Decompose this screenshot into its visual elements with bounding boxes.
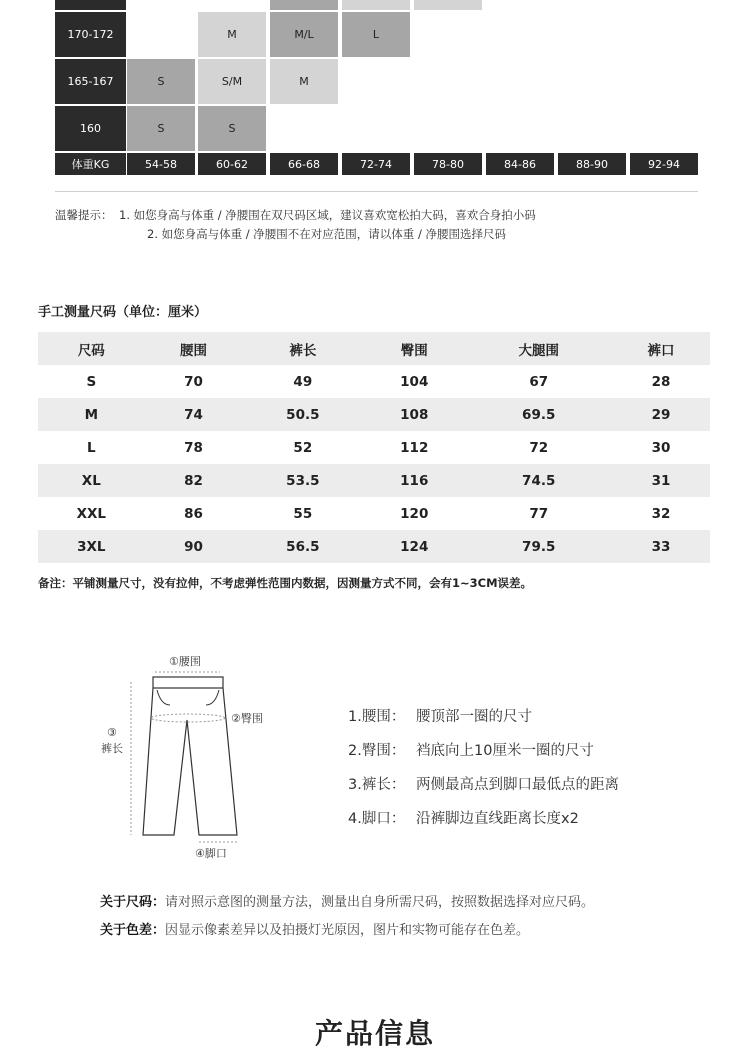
table-cell: 56.5 — [286, 538, 320, 555]
table-row — [38, 464, 710, 497]
table-cell: 90 — [184, 538, 203, 555]
size-cell: S — [127, 106, 195, 151]
table-row — [38, 530, 710, 563]
note: 备注：平铺测量尺寸，没有拉伸，不考虑弹性范围内数据，因测量方式不同，会有1~3CM误差。 — [38, 576, 533, 590]
list-key: 4.脚口： — [348, 811, 406, 827]
weight-range: 66-68 — [270, 153, 338, 175]
grid-cell-partial — [414, 0, 482, 10]
table-cell: 29 — [651, 406, 671, 423]
list-desc: 裆底向上10厘米一圈的尺寸 — [416, 743, 594, 759]
table-cell: XXL — [76, 505, 107, 522]
measure-list — [348, 705, 619, 841]
table-row — [38, 497, 710, 530]
table-cell: 108 — [400, 406, 429, 423]
size-cell: S/M — [198, 59, 266, 104]
weight-range: 88-90 — [558, 153, 626, 175]
about-color-label: 关于色差： — [100, 923, 166, 938]
table-row — [38, 398, 710, 431]
header-cell: 大腿围 — [465, 332, 612, 365]
table-cell: 67 — [529, 373, 549, 390]
table-cell: 32 — [651, 505, 671, 522]
grid-cell-partial — [55, 0, 126, 10]
table-cell: 79.5 — [522, 538, 556, 555]
list-item — [348, 807, 619, 841]
header-cell: 腰围 — [145, 332, 243, 365]
size-cell: M/L — [270, 12, 338, 57]
table-header-row — [38, 332, 710, 365]
about-size-text: 请对照示意图的测量方法，测量出自身所需尺码，按照数据选择对应尺码。 — [165, 895, 595, 910]
waistband — [153, 677, 223, 688]
waist-label: ①腰围 — [169, 655, 201, 668]
table-cell: 77 — [529, 505, 549, 522]
table-cell: 70 — [184, 373, 203, 390]
hem-label: ④脚口 — [195, 847, 227, 860]
tips — [55, 206, 536, 244]
measure-table — [38, 332, 710, 563]
list-desc: 腰顶部一圈的尺寸 — [416, 709, 532, 725]
table-cell: 124 — [400, 538, 429, 555]
grid-cell-partial — [342, 0, 410, 10]
table-cell: 120 — [400, 505, 429, 522]
table-cell: 69.5 — [522, 406, 556, 423]
about-color-text: 因显示像素差异以及拍摄灯光原因，图片和实物可能存在色差。 — [165, 923, 530, 938]
list-item — [348, 773, 619, 807]
table-cell: 52 — [293, 439, 313, 456]
table-cell: 86 — [184, 505, 203, 522]
table-cell: 28 — [651, 373, 671, 390]
height-label: 165-167 — [55, 59, 126, 104]
weight-range: 60-62 — [198, 153, 266, 175]
pants-outline — [143, 688, 237, 835]
about-size-label: 关于尺码： — [100, 895, 166, 910]
table-cell: 3XL — [77, 538, 106, 555]
tips-line-2: 2. 如您身高与体重 / 净腰围不在对应范围，请以体重 / 净腰围选择尺码 — [147, 227, 506, 241]
table-cell: 82 — [184, 472, 203, 489]
weight-header: 体重KG — [55, 153, 126, 175]
table-cell: 72 — [529, 439, 549, 456]
size-cell: S — [127, 59, 195, 104]
table-row — [38, 365, 710, 398]
list-item — [348, 705, 619, 739]
list-desc: 沿裤脚边直线距离长度x2 — [416, 811, 579, 827]
list-key: 2.臀围： — [348, 743, 406, 759]
table-cell: 55 — [293, 505, 313, 522]
about-section — [100, 889, 594, 945]
tips-line-1: 1. 如您身高与体重 / 净腰围在双尺码区域，建议喜欢宽松拍大码，喜欢合身拍小码 — [119, 208, 536, 222]
about-color — [100, 917, 594, 945]
about-size — [100, 889, 594, 917]
table-cell: 74.5 — [522, 472, 556, 489]
size-grid — [0, 0, 750, 200]
hip-label: ②臀围 — [231, 712, 263, 725]
table-cell: 112 — [400, 439, 429, 456]
table-cell: 49 — [293, 373, 313, 390]
tips-label: 温馨提示： — [55, 208, 113, 222]
weight-range: 92-94 — [630, 153, 698, 175]
height-label: 160 — [55, 106, 126, 151]
size-cell: M — [270, 59, 338, 104]
table-cell: 33 — [651, 538, 671, 555]
header-cell: 臀围 — [363, 332, 465, 365]
table-cell: 50.5 — [286, 406, 320, 423]
table-cell: 74 — [184, 406, 203, 423]
table-cell: XL — [81, 472, 101, 489]
weight-range: 84-86 — [486, 153, 554, 175]
length-num: ③ — [107, 726, 117, 739]
grid-cell-partial — [270, 0, 338, 10]
table-cell: L — [87, 439, 96, 456]
table-cell: 30 — [651, 439, 671, 456]
size-cell: M — [198, 12, 266, 57]
height-label: 170-172 — [55, 12, 126, 57]
table-cell: 104 — [400, 373, 429, 390]
list-key: 3.裤长： — [348, 777, 406, 793]
table-row — [38, 431, 710, 464]
table-cell: 78 — [184, 439, 203, 456]
weight-range: 54-58 — [127, 153, 195, 175]
table-cell: 116 — [400, 472, 429, 489]
divider — [55, 191, 698, 192]
pocket-left — [157, 690, 170, 705]
measure-title: 手工测量尺码（单位：厘米） — [38, 305, 208, 320]
table-cell: M — [84, 406, 99, 423]
table-cell: 31 — [651, 472, 671, 489]
size-cell: S — [198, 106, 266, 151]
header-cell: 裤长 — [242, 332, 363, 365]
header-cell: 尺码 — [38, 332, 145, 365]
hip-ellipse — [151, 714, 225, 722]
header-cell: 裤口 — [612, 332, 710, 365]
table-cell: S — [86, 373, 97, 390]
list-item — [348, 739, 619, 773]
weight-range: 72-74 — [342, 153, 410, 175]
pants-diagram — [95, 650, 295, 865]
weight-range: 78-80 — [414, 153, 482, 175]
size-cell: L — [342, 12, 410, 57]
table-cell: 53.5 — [286, 472, 320, 489]
list-key: 1.腰围： — [348, 709, 406, 725]
pocket-right — [206, 690, 219, 705]
list-desc: 两侧最高点到脚口最低点的距离 — [416, 777, 619, 793]
product-info-title: 产品信息 — [314, 1017, 435, 1050]
length-label: 裤长 — [101, 742, 123, 755]
